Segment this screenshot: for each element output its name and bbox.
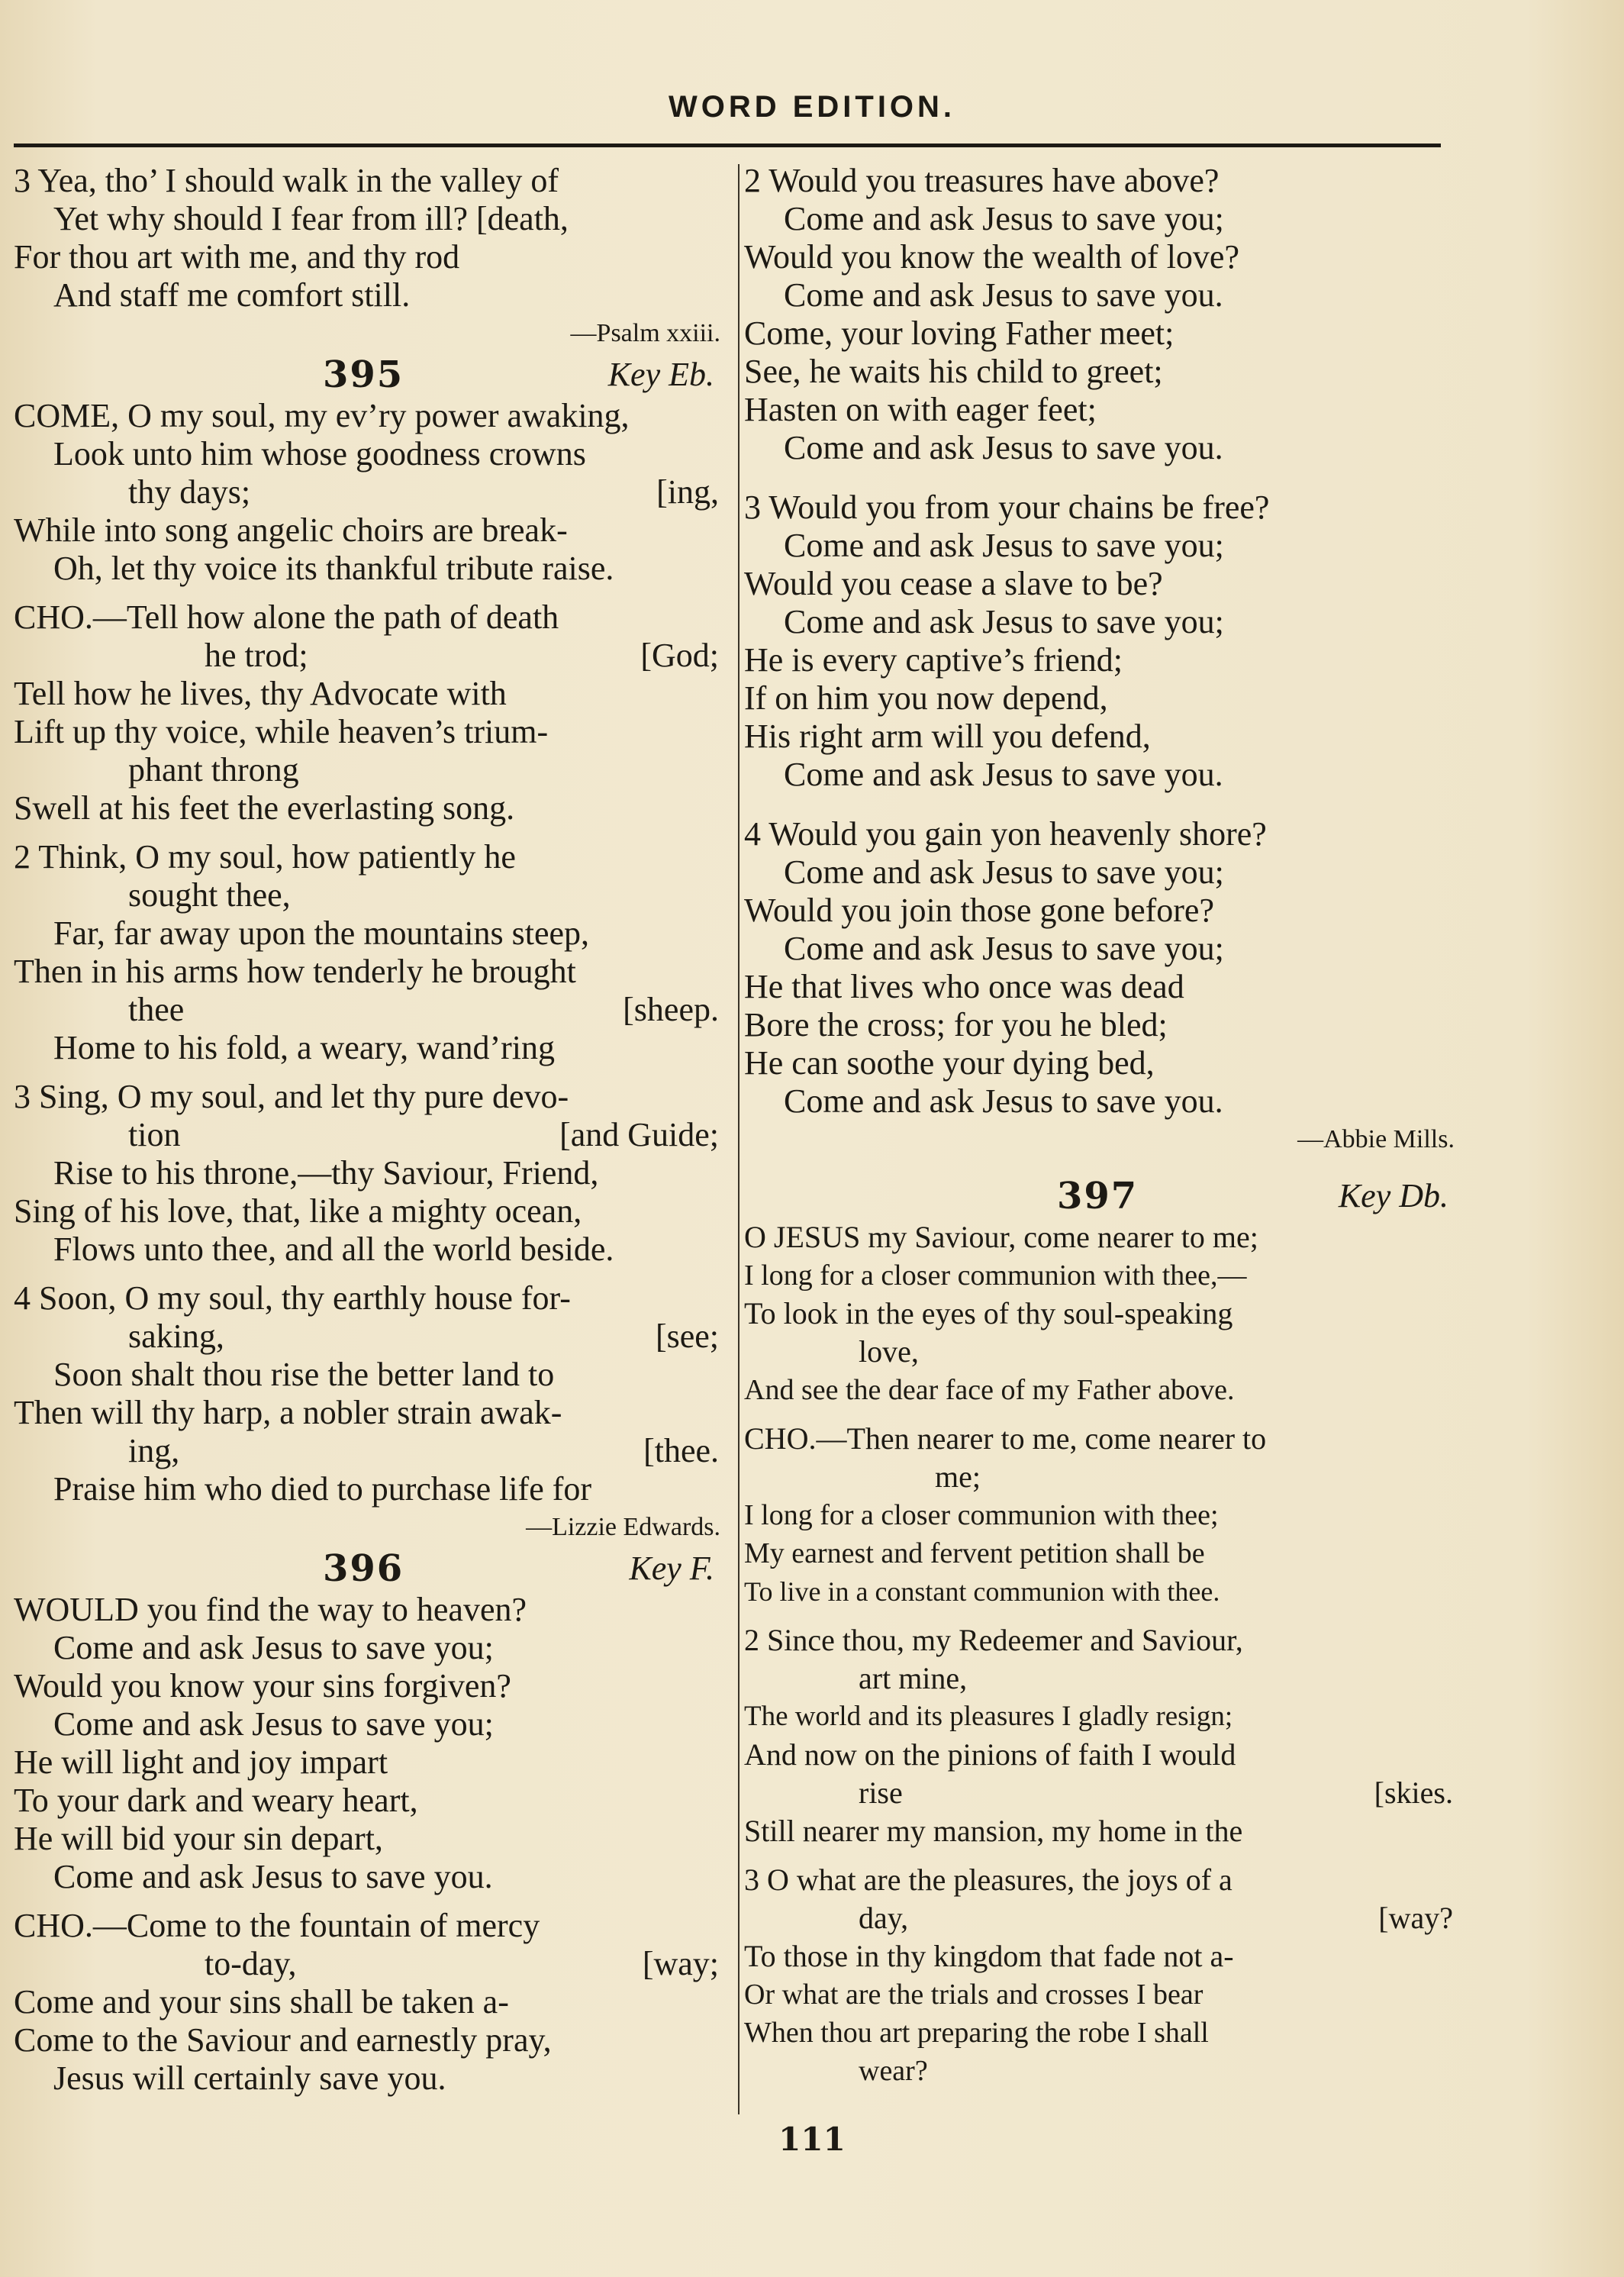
verse-line [14,1116,723,1154]
verse-line: Look unto him whose goodness crowns [53,435,586,472]
verse-line: If on him you now depend, [744,679,1108,717]
verse-line: Come and ask Jesus to save you; [784,930,1224,967]
hymn-key: Key F. [629,1550,714,1587]
chorus-line: Come to the Saviour and earnestly pray, [14,2021,552,2059]
verse-line: sought thee, [128,876,291,914]
chorus-line: Lift up thy voice, while heaven’s trium- [14,713,549,750]
verse-line [14,991,723,1029]
verse-line: Come, your loving Father meet; [744,314,1174,352]
verse-line: Home to his fold, a weary, wand’ring [53,1029,555,1066]
verse-line: And now on the pinions of faith I would [744,1737,1236,1772]
verse-line: 3 Yea, tho’ I should walk in the valley of [14,162,559,199]
verse-text: to-day, [205,1945,297,1982]
verse-line: Or what are the trials and crosses I bear [744,1979,1204,2011]
attribution: —Lizzie Edwards. [526,1513,720,1541]
hymn-key: Key Eb. [607,356,714,393]
verse-line: Would you join those gone before? [744,892,1214,929]
verse-line: He will bid your sin depart, [14,1820,383,1857]
verse-text: thy days; [128,473,251,511]
hymn-heading-395 [14,353,723,397]
verse-text: day, [859,1901,909,1935]
page-header: WORD EDITION. [668,90,956,124]
verse-line: COME, O my soul, my ev’ry power awaking, [14,397,630,434]
hymn-heading-396 [14,1546,723,1591]
carry-over: [way; [642,1945,719,1982]
column-divider [738,164,740,2114]
verse-line: Oh, let thy voice its thankful tribute raise. [53,550,614,587]
hymn-number: 397 [1057,1175,1139,1218]
right-column [744,162,1458,2090]
verse-line: 2 Think, O my soul, how patiently he [14,838,516,876]
verse-line: Then will thy harp, a nobler strain awak- [14,1394,562,1431]
chorus-line: Come and your sins shall be taken a- [14,1983,509,2021]
verse-line [744,1774,1458,1812]
carry-over: [and Guide; [559,1116,719,1153]
verse-line: Sing of his love, that, like a mighty ocean, [14,1192,582,1230]
verse-line: To your dark and weary heart, [14,1782,418,1819]
verse-line: Would you know the wealth of love? [744,238,1239,276]
verse-line: art mine, [859,1661,968,1695]
verse-line: And staff me comfort still. [53,276,411,314]
verse-line: Flows unto thee, and all the world beside. [53,1230,614,1268]
verse-line: Come and ask Jesus to save you; [53,1705,494,1743]
verse-line [14,1317,723,1356]
hymn-number: 396 [323,1547,404,1590]
verse-line: 4 Soon, O my soul, thy earthly house for- [14,1279,571,1317]
left-column [14,162,723,2098]
attribution: —Psalm xxiii. [570,319,720,347]
carry-over: [see; [655,1317,719,1355]
verse-line: Would you cease a slave to be? [744,565,1163,602]
hymn-key: Key Db. [1338,1177,1448,1214]
chorus-line: me; [935,1459,981,1494]
verse-line: 4 Would you gain yon heavenly shore? [744,815,1267,853]
verse-line: O JESUS my Saviour, come nearer to me; [744,1220,1258,1254]
carry-over: [skies. [1374,1775,1453,1810]
verse-line: Come and ask Jesus to save you. [784,756,1223,793]
chorus-line: CHO.—Then nearer to me, come nearer to [744,1421,1267,1456]
verse-line: 3 Sing, O my soul, and let thy pure devo- [14,1078,569,1115]
verse-line: Come and ask Jesus to save you; [53,1629,494,1666]
verse-line: See, he waits his child to greet; [744,353,1163,390]
chorus-line: CHO.—Tell how alone the path of death [14,598,559,636]
verse-line: For thou art with me, and thy rod [14,238,460,276]
carry-over: [thee. [643,1432,719,1469]
verse-text: ing, [128,1432,180,1469]
verse-line: wear? [859,2055,928,2087]
header-rule [14,144,1441,147]
chorus-line: I long for a closer communion with thee; [744,1499,1219,1531]
chorus-line [14,1945,723,1983]
chorus-line: CHO.—Come to the fountain of mercy [14,1907,540,1944]
verse-line: He can soothe your dying bed, [744,1044,1155,1082]
hymn-number: 395 [323,353,404,396]
verse-line: The world and its pleasures I gladly resign; [744,1701,1233,1732]
verse-line: Come and ask Jesus to save you. [784,1082,1223,1120]
verse-text: thee [128,991,185,1028]
chorus-line: To live in a constant communion with thee. [744,1576,1220,1607]
verse-line: 3 Would you from your chains be free? [744,489,1270,526]
chorus-line: Swell at his feet the everlasting song. [14,789,515,827]
verse-line [14,473,723,511]
verse-text: saking, [128,1317,224,1355]
verse-line: I long for a closer communion with thee,— [744,1259,1247,1292]
verse-line: love, [859,1334,919,1369]
chorus-line: Tell how he lives, thy Advocate with [14,675,507,712]
page-number: 111 [778,2121,846,2158]
verse-line: And see the dear face of my Father above. [744,1374,1235,1406]
verse-line: 3 O what are the pleasures, the joys of a [744,1863,1232,1897]
verse-line: He will light and joy impart [14,1743,388,1781]
verse-line: While into song angelic choirs are break- [14,511,568,549]
verse-line: Come and ask Jesus to save you; [784,603,1224,640]
verse-line: Still nearer my mansion, my home in the [744,1814,1243,1848]
verse-line: Come and ask Jesus to save you. [53,1858,493,1895]
verse-line: His right arm will you defend, [744,718,1151,755]
chorus-line: Jesus will certainly save you. [53,2059,446,2097]
chorus-line: phant throng [128,751,299,789]
verse-line: Would you know your sins forgiven? [14,1667,511,1705]
chorus-line: My earnest and fervent petition shall be [744,1537,1205,1569]
carry-over: [sheep. [623,991,719,1028]
verse-line: Far, far away upon the mountains steep, [53,914,590,952]
verse-line: He is every captive’s friend; [744,641,1123,679]
verse-line [14,1432,723,1470]
verse-line: Yet why should I fear from ill? [death, [53,200,569,237]
verse-line: Rise to his throne,—thy Saviour, Friend, [53,1154,599,1192]
verse-line: 2 Would you treasures have above? [744,162,1220,199]
verse-line: Bore the cross; for you he bled; [744,1006,1168,1043]
attribution: —Abbie Mills. [1297,1125,1455,1153]
verse-line: He that lives who once was dead [744,968,1184,1005]
verse-line: Come and ask Jesus to save you; [784,853,1224,891]
verse-line: Soon shalt thou rise the better land to [53,1356,555,1393]
verse-line: To those in thy kingdom that fade not a- [744,1939,1234,1973]
hymn-heading-397 [744,1174,1458,1218]
verse-line: When thou art preparing the robe I shall [744,2017,1209,2049]
verse-line: 2 Since thou, my Redeemer and Saviour, [744,1623,1243,1657]
verse-line: Come and ask Jesus to save you; [784,200,1224,237]
carry-over: [God; [640,637,719,674]
verse-line: Praise him who died to purchase life for [53,1470,592,1508]
verse-line: Come and ask Jesus to save you; [784,527,1224,564]
verse-text: rise [859,1775,903,1810]
carry-over: [ing, [656,473,719,511]
verse-line: Come and ask Jesus to save you. [784,276,1223,314]
chorus-line [14,637,723,675]
verse-text: he trod; [205,637,308,674]
carry-over: [way? [1378,1901,1453,1935]
verse-line: Come and ask Jesus to save you. [784,429,1223,466]
verse-line: To look in the eyes of thy soul-speaking [744,1296,1233,1330]
verse-line: Hasten on with eager feet; [744,391,1097,428]
verse-line: WOULD you find the way to heaven? [14,1591,527,1628]
verse-text: tion [128,1116,181,1153]
verse-line [744,1899,1458,1937]
verse-line: Then in his arms how tenderly he brought [14,953,576,990]
